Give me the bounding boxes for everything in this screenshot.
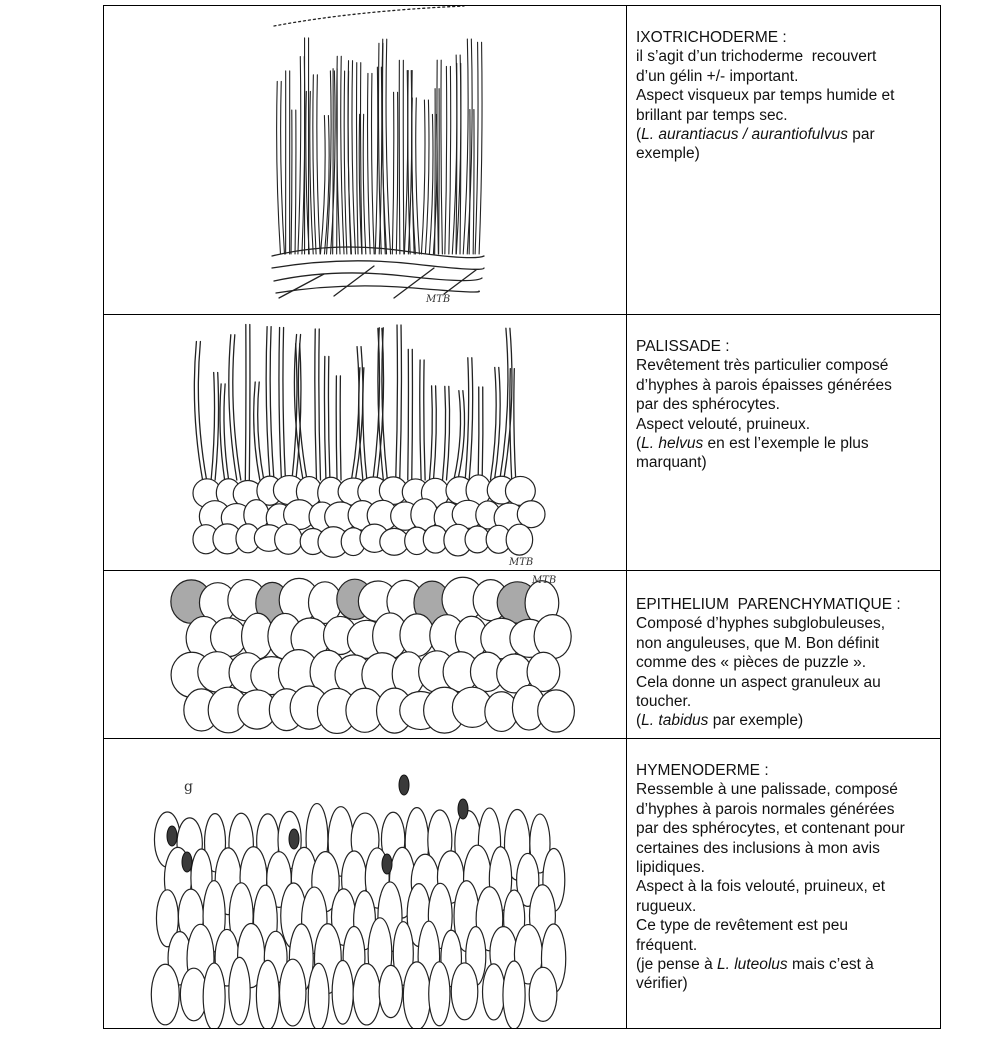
text-line: d’hyphes à parois normales générées: [636, 800, 895, 818]
text-line: d’un gélin +/- important.: [636, 67, 799, 85]
row-title: EPITHELIUM PARENCHYMATIQUE :: [636, 596, 901, 613]
text-line: comme des « pièces de puzzle ».: [636, 654, 867, 672]
text-line: il s’agit d’un trichoderme recouvert: [636, 48, 877, 66]
text-line: brillant par temps sec.: [636, 106, 788, 124]
hymenoderme-illustration: [104, 739, 627, 1028]
row-2-text: [627, 315, 940, 570]
text-line: d’hyphes à parois épaisses générées: [636, 376, 892, 394]
text-line: Revêtement très particulier composé: [636, 357, 889, 375]
text-line-italic-mixed: (L. helvus en est l’exemple le plus: [636, 435, 869, 453]
signature: MTB: [509, 557, 534, 568]
text-line: toucher.: [636, 693, 692, 711]
text-line: Cela donne un aspect granuleux au: [636, 673, 881, 691]
table-row: [104, 739, 940, 1028]
palissade-illustration: [104, 315, 627, 570]
hymenoderme-drawing: [104, 739, 627, 1028]
text-line-italic-mixed: (je pense à L. luteolus mais c’est à: [636, 956, 874, 974]
row-title: IXOTRICHODERME :: [636, 29, 787, 46]
text-line: Aspect velouté, pruineux.: [636, 415, 811, 433]
text-line: Ce type de revêtement est peu: [636, 917, 848, 935]
row-title: PALISSADE :: [636, 338, 730, 355]
palissade-drawing: [104, 315, 627, 570]
text-line: fréquent.: [636, 936, 698, 954]
ixotrichoderme-drawing: [104, 6, 627, 314]
ixotrichoderme-illustration: [104, 6, 627, 314]
signature: MTB: [532, 575, 557, 586]
row-4-text: [627, 739, 940, 1028]
text-line: Aspect à la fois velouté, pruineux, et: [636, 878, 886, 896]
row-1-text: [627, 6, 940, 314]
figure-label: g: [184, 779, 193, 795]
text-line: vérifier): [636, 975, 688, 993]
row-3-text: [627, 571, 940, 738]
signature: MTB: [426, 294, 451, 305]
row-title: HYMENODERME :: [636, 762, 769, 779]
text-line: Composé d’hyphes subglobuleuses,: [636, 615, 886, 633]
text-line: par des sphérocytes.: [636, 396, 780, 414]
text-line: par des sphérocytes, et contenant pour: [636, 820, 905, 838]
epithelium-drawing: [104, 571, 627, 738]
text-line: marquant): [636, 454, 707, 472]
table-row: [104, 6, 940, 315]
table-row: [104, 315, 940, 571]
table-row: [104, 571, 940, 739]
text-line: Aspect visqueux par temps humide et: [636, 87, 895, 105]
text-line: non anguleuses, que M. Bon définit: [636, 634, 880, 652]
text-line: lipidiques.: [636, 859, 705, 877]
text-line: Ressemble à une palissade, composé: [636, 781, 898, 799]
text-line-italic-mixed: (L. tabidus par exemple): [636, 712, 804, 730]
text-line: exemple): [636, 145, 700, 163]
epithelium-illustration: [104, 571, 627, 738]
comparison-table: [103, 5, 941, 1029]
text-line: rugueux.: [636, 897, 697, 915]
text-line-italic-mixed: (L. aurantiacus / aurantiofulvus par: [636, 126, 875, 144]
text-line: certaines des inclusions à mon avis: [636, 839, 880, 857]
